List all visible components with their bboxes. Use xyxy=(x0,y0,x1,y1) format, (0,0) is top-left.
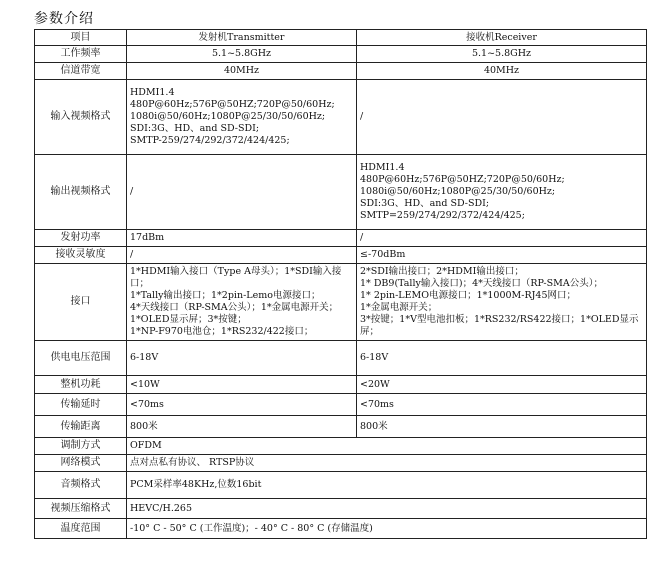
row-label: 传输距离 xyxy=(35,416,127,438)
row-label: 信道带宽 xyxy=(35,63,127,80)
table-row xyxy=(35,230,647,247)
cell-line: <70ms xyxy=(360,398,394,410)
cell-line: 17dBm xyxy=(130,232,165,243)
cell-line: / xyxy=(360,232,364,243)
cell-line: 1* 2pin-LEMO电源接口；1*1000M-RJ45网口； xyxy=(360,290,577,301)
table-row xyxy=(35,376,647,394)
cell-line: / xyxy=(130,249,134,260)
cell-line: HDMI1.4 xyxy=(360,162,405,173)
cell-line: 800米 xyxy=(360,420,388,432)
cell-line: 40MHz xyxy=(223,65,260,76)
transmitter-value-cell xyxy=(127,264,357,341)
row-label: 音频格式 xyxy=(35,472,127,499)
shared-value-cell xyxy=(127,455,647,472)
table-row xyxy=(35,155,647,230)
shared-value-cell xyxy=(127,472,647,499)
shared-value-cell xyxy=(127,438,647,455)
cell-line: 屏； xyxy=(360,326,380,337)
cell-line: 4*天线接口（RP-SMA公头）；1*金属电源开关； xyxy=(130,302,339,313)
transmitter-value-cell xyxy=(127,247,357,264)
cell-line: 5.1~5.8GHz xyxy=(471,48,532,59)
receiver-value-cell xyxy=(357,230,647,247)
row-label: 温度范围 xyxy=(35,519,127,539)
row-label: 接收灵敏度 xyxy=(35,247,127,264)
cell-line: 点对点私有协议、 RTSP协议 xyxy=(130,457,255,468)
receiver-value-cell xyxy=(357,46,647,63)
row-label: 输入视频格式 xyxy=(35,80,127,155)
cell-line: / xyxy=(130,186,134,197)
table-row xyxy=(35,264,647,341)
table-header-row xyxy=(35,30,647,46)
header-transmitter: 发射机Transmitter xyxy=(127,30,357,46)
table-row xyxy=(35,46,647,63)
transmitter-value-cell xyxy=(127,416,357,438)
row-label: 工作频率 xyxy=(35,46,127,63)
row-label: 调制方式 xyxy=(35,438,127,455)
cell-line: 2*SDI输出接口；2*HDMI输出接口； xyxy=(360,266,524,277)
cell-line: 800米 xyxy=(130,420,158,432)
cell-line: 1*OLED显示屏；3*按键； xyxy=(130,314,247,325)
table-row xyxy=(35,455,647,472)
row-label: 传输延时 xyxy=(35,394,127,416)
transmitter-value-cell xyxy=(127,63,357,80)
header-item: 项目 xyxy=(35,30,127,46)
cell-line: 1080i@50/60Hz;1080P@25/30/50/60Hz; xyxy=(360,186,556,197)
cell-line: 1*Tally输出接口；1*2pin-Lemo电源接口； xyxy=(130,290,321,301)
table-row xyxy=(35,416,647,438)
cell-line: / xyxy=(360,111,364,122)
cell-line: <70ms xyxy=(130,398,164,410)
cell-line: SDI:3G、HD、and SD-SDI; xyxy=(130,123,260,134)
table-row xyxy=(35,499,647,519)
cell-line: 1080i@50/60Hz;1080P@25/30/50/60Hz; xyxy=(130,111,326,122)
table-row xyxy=(35,519,647,539)
receiver-value-cell xyxy=(357,376,647,394)
receiver-value-cell xyxy=(357,247,647,264)
cell-line: 40MHz xyxy=(483,65,520,76)
receiver-value-cell xyxy=(357,416,647,438)
cell-line: SMTP-259/274/292/372/424/425; xyxy=(130,135,290,146)
table-row xyxy=(35,80,647,155)
transmitter-value-cell xyxy=(127,230,357,247)
table-row xyxy=(35,63,647,80)
cell-line: 480P@60Hz;576P@50HZ;720P@50/60Hz; xyxy=(360,174,565,185)
transmitter-value-cell xyxy=(127,80,357,155)
shared-value-cell xyxy=(127,519,647,539)
cell-line: SDI:3G、HD、and SD-SDI; xyxy=(360,198,490,209)
row-label: 网络模式 xyxy=(35,455,127,472)
cell-line: -10° C - 50° C (工作温度)；- 40° C - 80° C (存储温度) xyxy=(130,522,373,534)
receiver-value-cell xyxy=(357,394,647,416)
transmitter-value-cell xyxy=(127,46,357,63)
table-row xyxy=(35,341,647,376)
row-label: 接口 xyxy=(35,264,127,341)
cell-line: 口； xyxy=(130,278,150,289)
transmitter-value-cell xyxy=(127,376,357,394)
cell-line: ≤-70dBm xyxy=(360,249,406,260)
cell-line: 6-18V xyxy=(360,352,389,363)
transmitter-value-cell xyxy=(127,394,357,416)
cell-line: 3*按键；1*V型电池扣板；1*RS232/RS422接口；1*OLED显示 xyxy=(360,314,639,325)
cell-line: 1*HDMI输入接口（Type A母头）；1*SDI输入接 xyxy=(130,266,342,277)
cell-line: <10W xyxy=(130,378,160,390)
cell-line: SMTP=259/274/292/372/424/425; xyxy=(360,210,525,221)
cell-line: PCM采样率48KHz,位数16bit xyxy=(130,479,262,490)
row-label: 视频压缩格式 xyxy=(35,499,127,519)
cell-line: 480P@60Hz;576P@50HZ;720P@50/60Hz; xyxy=(130,99,335,110)
table-row xyxy=(35,472,647,499)
cell-line: OFDM xyxy=(130,440,162,451)
cell-line: HDMI1.4 xyxy=(130,87,175,98)
row-label: 供电电压范围 xyxy=(35,341,127,376)
spec-table xyxy=(34,29,647,539)
receiver-value-cell xyxy=(357,63,647,80)
receiver-value-cell xyxy=(357,341,647,376)
receiver-value-cell xyxy=(357,155,647,230)
table-row xyxy=(35,394,647,416)
receiver-value-cell xyxy=(357,80,647,155)
row-label: 发射功率 xyxy=(35,230,127,247)
cell-line: 6-18V xyxy=(130,352,159,363)
transmitter-value-cell xyxy=(127,155,357,230)
cell-line: 1*NP-F970电池仓；1*RS232/422接口； xyxy=(130,326,314,337)
page-title: 参数介绍 xyxy=(34,11,94,27)
table-row xyxy=(35,438,647,455)
cell-line: 1* DB9(Tally输入接口)；4*天线接口（RP-SMA公头）； xyxy=(360,278,603,289)
transmitter-value-cell xyxy=(127,341,357,376)
shared-value-cell xyxy=(127,499,647,519)
table-row xyxy=(35,247,647,264)
row-label: 整机功耗 xyxy=(35,376,127,394)
receiver-value-cell xyxy=(357,264,647,341)
row-label: 输出视频格式 xyxy=(35,155,127,230)
cell-line: <20W xyxy=(360,378,390,390)
header-receiver: 接收机Receiver xyxy=(357,30,647,46)
cell-line: HEVC/H.265 xyxy=(130,502,192,514)
cell-line: 5.1~5.8GHz xyxy=(211,48,272,59)
cell-line: 1*金属电源开关； xyxy=(360,302,438,313)
